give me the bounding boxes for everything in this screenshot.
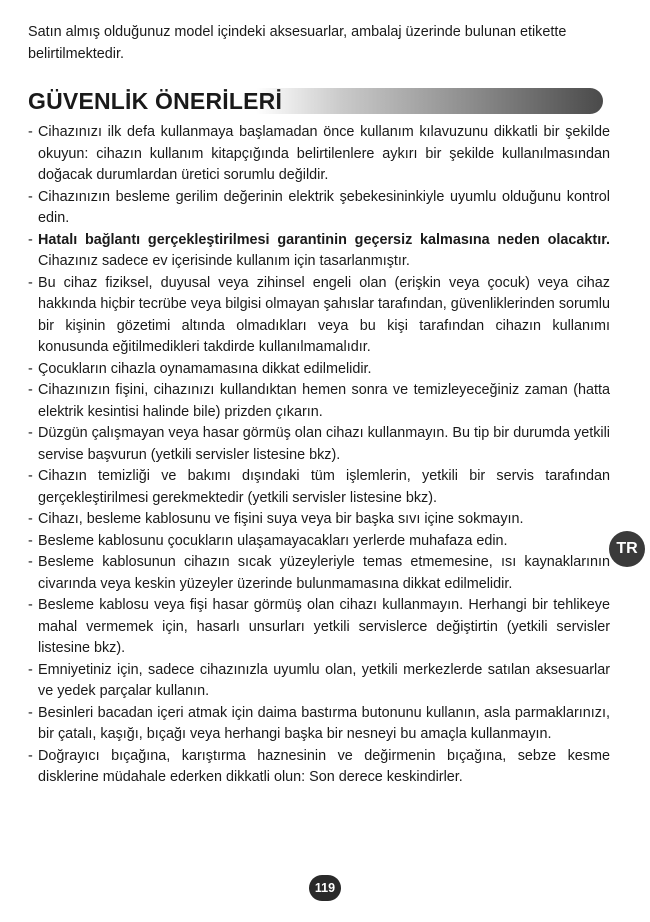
safety-item	[28, 380, 610, 423]
language-badge: TR	[609, 531, 645, 567]
safety-item	[28, 531, 610, 553]
safety-item-text: Cihazınızın besleme gerilim değerinin elektrik şebekesininkiyle uyumlu olduğunu kontrol edin.	[38, 188, 610, 226]
safety-item	[28, 703, 610, 746]
safety-item	[28, 746, 610, 789]
intro-text: Satın almış olduğunuz model içindeki aksesuarlar, ambalaj üzerinde bulunan etikette belirtilmektedir.	[28, 24, 567, 62]
safety-item	[28, 187, 610, 230]
bullet-dash: -	[28, 747, 33, 764]
safety-item	[28, 509, 610, 531]
safety-item-text: Cihazınızı ilk defa kullanmaya başlamadan önce kullanım kılavuzunu dikkatli bir şekilde okuyun: cihazın kullanım kitapçığında belirtilenlere aykırı bir şekilde kullanılmasından doğacak durumlardan üretici sorumlu değildir.	[38, 124, 610, 183]
bullet-dash: -	[28, 597, 33, 613]
bullet-dash: -	[28, 468, 33, 484]
safety-item-text: Cihazın temizliği ve bakımı dışındaki tüm işlemlerin, yetkili bir servis tarafından gerçekleştirilmesi gerekmektedir (yetkili servisler listesine bkz).	[38, 468, 610, 506]
safety-item-bold: Hatalı bağlantı gerçekleştirilmesi garantinin geçersiz kalmasına neden olacaktır.	[38, 231, 610, 248]
safety-item	[28, 595, 610, 660]
safety-item-text: Cihazınız sadece ev içerisinde kullanım için tasarlanmıştır.	[38, 253, 410, 269]
bullet-dash: -	[28, 188, 33, 205]
safety-item-text: Düzgün çalışmayan veya hasar görmüş olan cihazı kullanmayın. Bu tip bir durumda yetkili servise başvurun (yetkili servisler listesine bkz).	[38, 425, 610, 463]
safety-item	[28, 552, 610, 595]
safety-item	[28, 359, 610, 381]
safety-item	[28, 230, 610, 273]
bullet-dash: -	[28, 274, 33, 291]
safety-item	[28, 660, 610, 703]
safety-item	[28, 466, 610, 509]
bullet-dash: -	[28, 554, 33, 570]
safety-item	[28, 423, 610, 466]
safety-item-text: Bu cihaz fiziksel, duyusal veya zihinsel engeli olan (erişkin veya çocuk) veya cihaz hakkında hiçbir tecrübe veya bilgisi olmayan şahıslar tarafından, güvenliklerinden sorumlu bir kişinin gözetimi altında olmadıkları veya bu kişi tarafından cihazın kullanımı konusunda eğitilmedikleri takdirde kullanılmamalıdır.	[38, 274, 610, 355]
safety-item-text: Cihazınızın fişini, cihazınızı kullandıktan hemen sonra ve temizleyeceğiniz zaman (hatta elektrik kesintisi halinde bile) prizden çıkarın.	[38, 382, 610, 420]
safety-item-text: Çocukların cihazla oynamamasına dikkat edilmelidir.	[38, 360, 372, 377]
bullet-dash: -	[28, 360, 33, 377]
safety-item	[28, 122, 610, 187]
safety-item-text: Emniyetiniz için, sadece cihazınızla uyumlu olan, yetkili merkezlerde satılan aksesuarlar ve yedek parçalar kullanın.	[38, 661, 610, 699]
safety-item-text: Besleme kablosunun cihazın sıcak yüzeyleriyle temas etmemesine, ısı kaynaklarının civarında veya keskin yüzeyler üzerinde bulunmamasına dikkat edilmelidir.	[38, 554, 610, 592]
safety-item-text: Besinleri bacadan içeri atmak için daima bastırma butonunu kullanın, asla parmaklarınızı, bir çatalı, kaşığı, bıçağı veya herhangi başka bir nesneyi bu amaçla kullanmayın.	[38, 704, 610, 742]
bullet-dash: -	[28, 382, 33, 398]
bullet-dash: -	[28, 511, 33, 527]
safety-item-text: Besleme kablosunu çocukların ulaşamayacakları yerlerde muhafaza edin.	[38, 532, 508, 549]
bullet-dash: -	[28, 661, 33, 678]
bullet-dash: -	[28, 231, 33, 248]
bullet-dash: -	[28, 425, 33, 441]
safety-item	[28, 273, 610, 359]
safety-list	[28, 122, 610, 789]
bullet-dash: -	[28, 124, 33, 140]
page-number: 119	[309, 875, 341, 901]
safety-item-text: Besleme kablosu veya fişi hasar görmüş olan cihazı kullanmayın. Herhangi bir tehlikeye mahal vermemek için, hasarlı unsurları yetkili servislerce değiştirtin (yetkili servisler listesine bkz).	[38, 597, 610, 656]
bullet-dash: -	[28, 704, 33, 721]
bullet-dash: -	[28, 532, 33, 549]
section-heading: GÜVENLİK ÖNERİLERİ	[28, 88, 283, 114]
safety-item-text: Cihazı, besleme kablosunu ve fişini suya veya bir başka sıvı içine sokmayın.	[38, 511, 524, 527]
safety-item-text: Doğrayıcı bıçağına, karıştırma haznesinin ve değirmenin bıçağına, sebze kesme disklerine müdahale ederken dikkatli olun: Son derece keskindirler.	[38, 747, 610, 785]
